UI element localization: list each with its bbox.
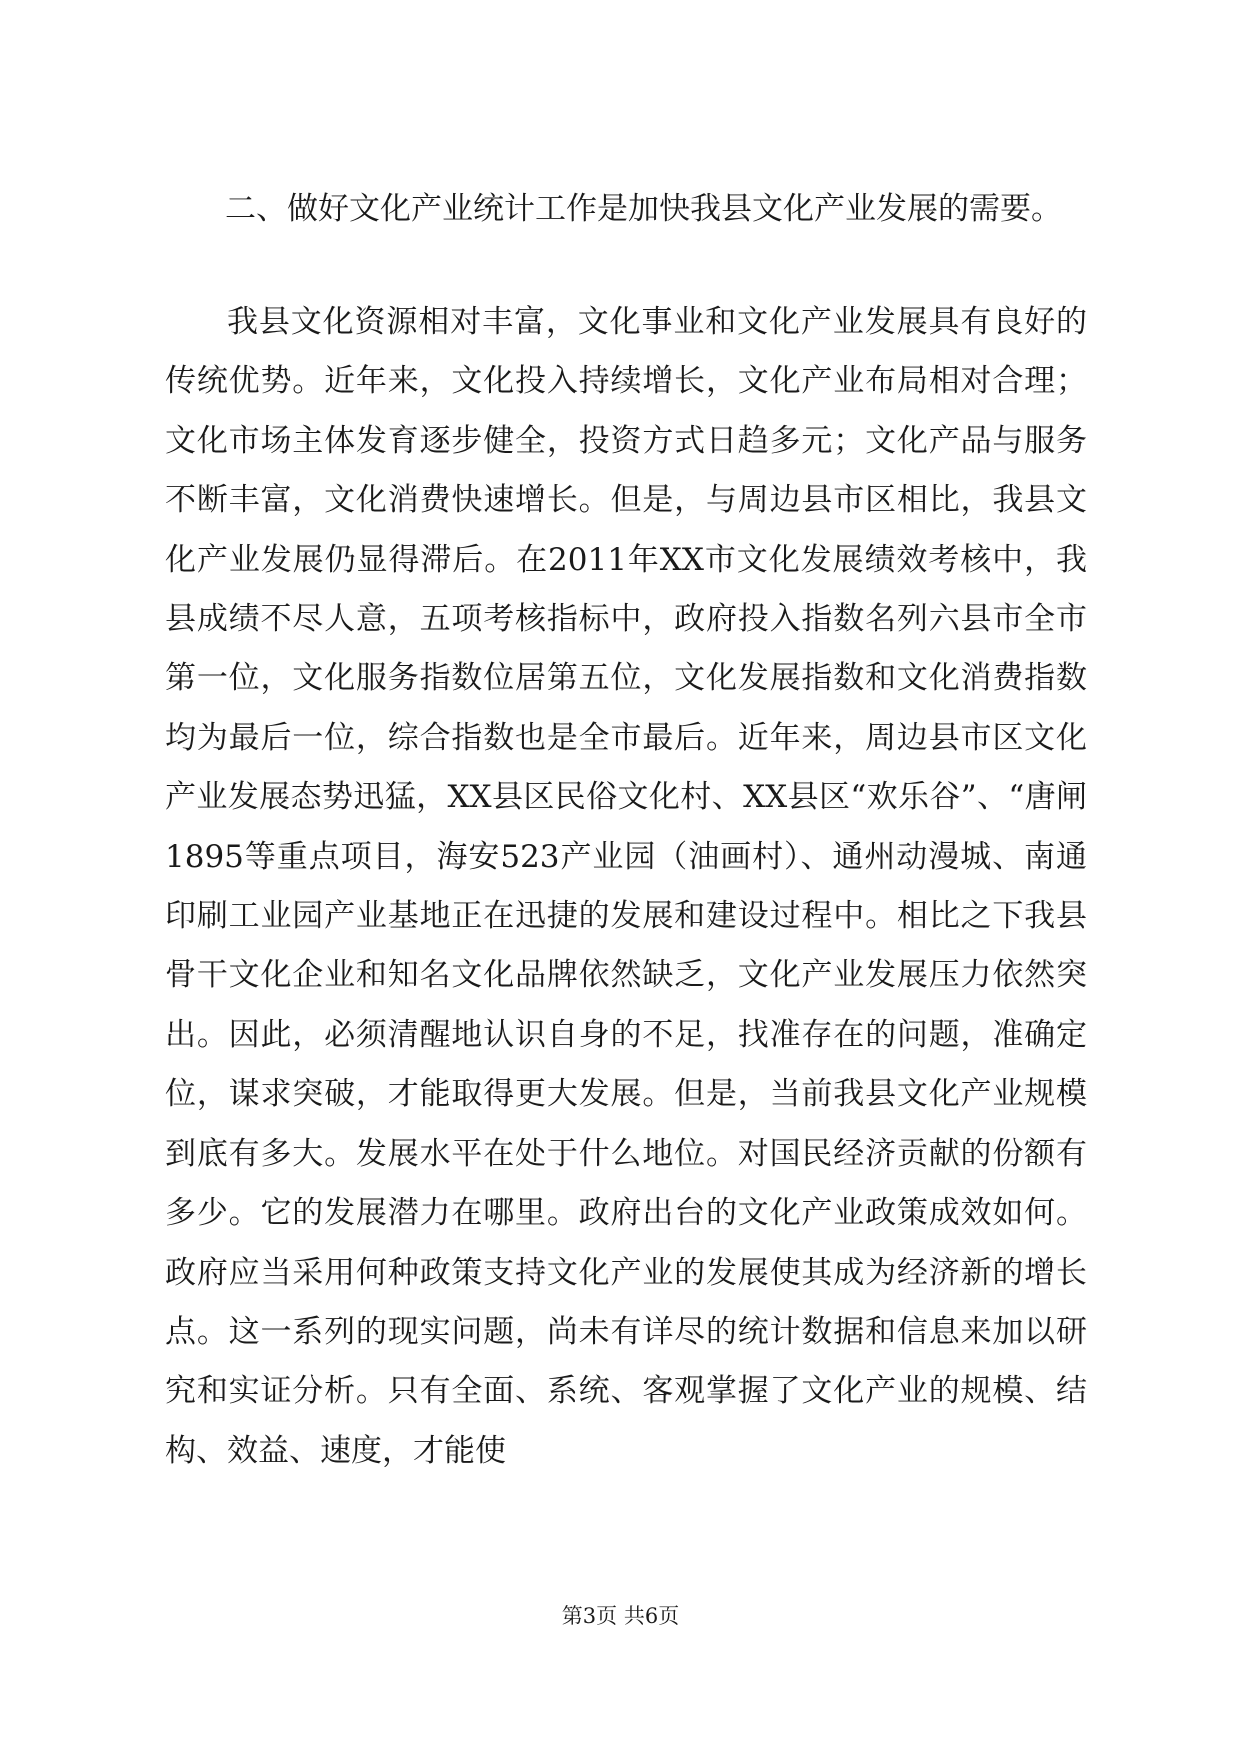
page-number: 第3页 共6页 <box>561 1604 680 1628</box>
section-heading: 二、做好文化产业统计工作是加快我县文化产业发展的需要。 <box>225 191 1062 227</box>
page-footer <box>0 1602 1241 1630</box>
body-paragraph: 我县文化资源相对丰富，文化事业和文化产业发展具有良好的传统优势。近年来，文化投入持续增长，文化产业布局相对合理；文化市场主体发育逐步健全，投资方式日趋多元；文化产品与服务不断丰富，文化消费快速增长。但是，与周边县市区相比，我县文化产业发展仍显得滞后。在2011年XX市文化发展绩效考核中，我县成绩不尽人意，五项考核指标中，政府投入指数名列六县市全市第一位，文化服务指数位居第五位，文化发展指数和文化消费指数均为最后一位，综合指数也是全市最后。近年来，周边县市区文化产业发展态势迅猛，XX县区民俗文化村、XX县区“欢乐谷”、“唐闸1895等重点项目，海安523产业园（油画村）、通州动漫城、南通印刷工业园产业基地正在迅捷的发展和建设过程中。相比之下我县骨干文化企业和知名文化品牌依然缺乏，文化产业发展压力依然突出。因此，必须清醒地认识自身的不足，找准存在的问题，准确定位，谋求突破，才能取得更大发展。但是，当前我县文化产业规模到底有多大。发展水平在处于什么地位。对国民经济贡献的份额有多少。它的发展潜力在哪里。政府出台的文化产业政策成效如何。政府应当采用何种政策支持文化产业的发展使其成为经济新的增长点。这一系列的现实问题，尚未有详尽的统计数据和信息来加以研究和实证分析。只有全面、系统、客观掌握了文化产业的规模、结构、效益、速度，才能使 <box>165 304 1087 1469</box>
